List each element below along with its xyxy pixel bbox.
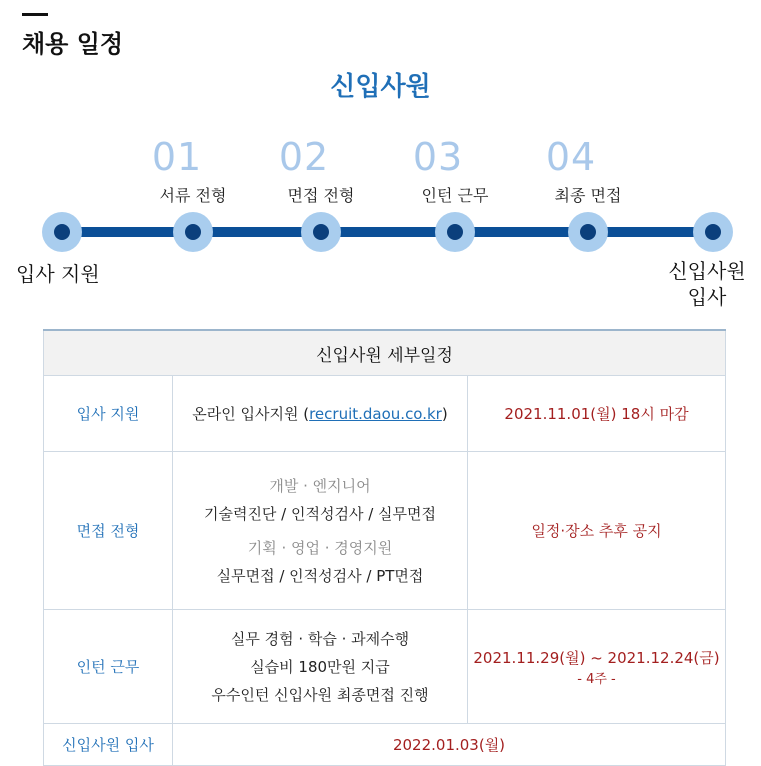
apply-content-suffix: ): [441, 404, 448, 423]
intern-date-range: 2021.11.29(월) ~ 2021.12.24(금): [473, 648, 720, 667]
timeline-node-03: [435, 212, 475, 252]
timeline-title: 신입사원: [330, 72, 431, 102]
table-row-intern: [44, 610, 726, 724]
timeline-dot: [580, 224, 596, 240]
timeline-node-04: [568, 212, 608, 252]
interview-date: 일정·장소 추후 공지: [468, 452, 726, 610]
step-number-03: 03: [412, 135, 464, 179]
intern-line3: 우수인턴 신입사원 최종면접 진행: [211, 685, 429, 704]
schedule-title: 신입사원 세부일정: [44, 330, 726, 376]
intern-duration: - 4주 -: [577, 671, 616, 687]
apply-content-prefix: 온라인 입사지원 (: [192, 404, 310, 423]
interview-group2-title: 기획 · 영업 · 경영지원: [247, 538, 393, 557]
timeline-dot: [447, 224, 463, 240]
timeline-dot: [313, 224, 329, 240]
timeline-end-label: [660, 258, 754, 310]
apply-content: [173, 376, 468, 452]
timeline-node-01: [173, 212, 213, 252]
timeline-node-start: [42, 212, 82, 252]
table-row-apply: [44, 376, 726, 452]
intern-line2: 실습비 180만원 지급: [250, 657, 390, 676]
timeline-track: [62, 227, 712, 237]
step-number-02: 02: [278, 135, 330, 179]
interview-content: [173, 452, 468, 610]
timeline-start-label: 입사 지원: [16, 262, 100, 286]
step-label-intern: 인턴 근무: [421, 186, 489, 205]
interview-group1-title: 개발 · 엔지니어: [269, 476, 371, 495]
timeline-node-end: [693, 212, 733, 252]
row-label-join: 신입사원 입사: [44, 724, 173, 766]
row-label-apply: 입사 지원: [44, 376, 173, 452]
intern-line1: 실무 경험 · 학습 · 과제수행: [230, 629, 410, 648]
step-number-01: 01: [151, 135, 203, 179]
table-row-join: [44, 724, 726, 766]
row-label-intern: 인턴 근무: [44, 610, 173, 724]
schedule-header-row: [44, 330, 726, 376]
intern-content: [173, 610, 468, 724]
interview-group1-detail: 기술력진단 / 인적성검사 / 실무면접: [203, 504, 437, 523]
interview-group2-detail: 실무면접 / 인적성검사 / PT면접: [216, 566, 424, 585]
recruit-site-link[interactable]: recruit.daou.co.kr: [309, 404, 442, 423]
timeline-end-label-line1: 신입사원: [668, 259, 746, 283]
timeline-dot: [185, 224, 201, 240]
timeline-dot: [705, 224, 721, 240]
schedule-table: [43, 329, 726, 766]
timeline-end-label-line2: 입사: [687, 285, 727, 309]
step-number-04: 04: [545, 135, 597, 179]
title-accent-bar: [22, 13, 48, 16]
apply-date: 2021.11.01(월) 18시 마감: [468, 376, 726, 452]
step-label-interview: 면접 전형: [287, 186, 355, 205]
step-label-final: 최종 면접: [554, 186, 622, 205]
timeline-node-02: [301, 212, 341, 252]
intern-date: [468, 610, 726, 724]
join-date: 2022.01.03(월): [173, 724, 726, 766]
timeline-dot: [54, 224, 70, 240]
step-label-document: 서류 전형: [159, 186, 227, 205]
table-row-interview: [44, 452, 726, 610]
row-label-interview: 면접 전형: [44, 452, 173, 610]
page-title: 채용 일정: [22, 30, 124, 58]
